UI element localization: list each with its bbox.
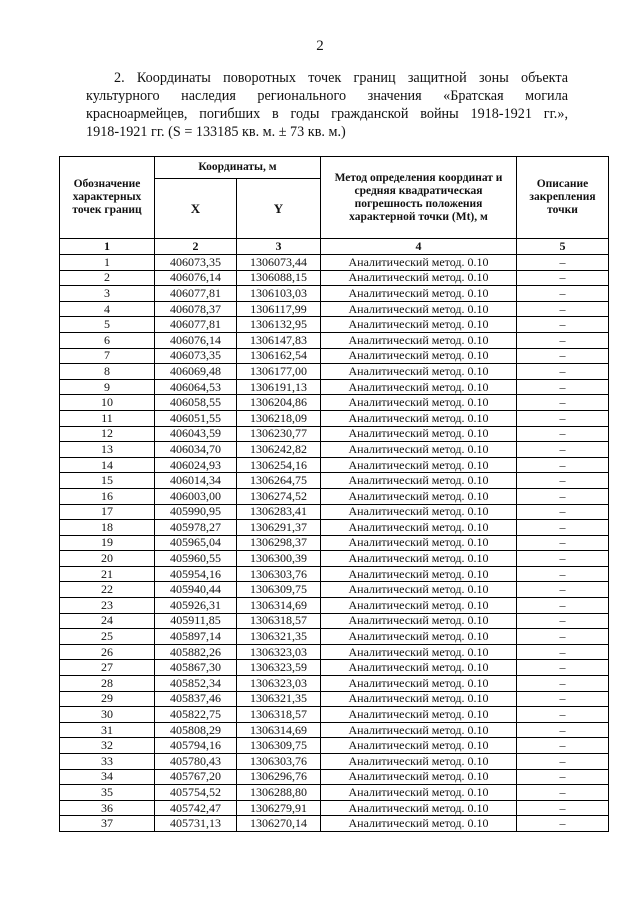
cell-y: 1306296,76 <box>237 769 321 785</box>
cell-method: Аналитический метод. 0.10 <box>321 332 517 348</box>
cell-x: 405965,04 <box>155 535 237 551</box>
cell-description: – <box>517 785 609 801</box>
cell-x: 405808,29 <box>155 722 237 738</box>
header-coordinates: Координаты, м <box>155 157 321 179</box>
cell-y: 1306283,41 <box>237 504 321 520</box>
cell-point-number: 13 <box>60 442 155 458</box>
table-row <box>60 410 609 426</box>
cell-method: Аналитический метод. 0.10 <box>321 613 517 629</box>
cell-y: 1306177,00 <box>237 364 321 380</box>
cell-method: Аналитический метод. 0.10 <box>321 255 517 271</box>
cell-y: 1306242,82 <box>237 442 321 458</box>
cell-point-number: 19 <box>60 535 155 551</box>
table-row <box>60 255 609 271</box>
cell-x: 405754,52 <box>155 785 237 801</box>
cell-description: – <box>517 504 609 520</box>
cell-y: 1306117,99 <box>237 301 321 317</box>
cell-description: – <box>517 816 609 832</box>
table-row <box>60 660 609 676</box>
cell-description: – <box>517 566 609 582</box>
cell-y: 1306073,44 <box>237 255 321 271</box>
cell-y: 1306314,69 <box>237 722 321 738</box>
cell-y: 1306088,15 <box>237 270 321 286</box>
cell-method: Аналитический метод. 0.10 <box>321 395 517 411</box>
cell-description: – <box>517 754 609 770</box>
cell-x: 406024,93 <box>155 457 237 473</box>
cell-x: 406076,14 <box>155 270 237 286</box>
cell-x: 405990,95 <box>155 504 237 520</box>
cell-point-number: 9 <box>60 379 155 395</box>
cell-point-number: 10 <box>60 395 155 411</box>
table-row <box>60 442 609 458</box>
cell-x: 405794,16 <box>155 738 237 754</box>
cell-y: 1306300,39 <box>237 551 321 567</box>
cell-x: 405767,20 <box>155 769 237 785</box>
cell-x: 405867,30 <box>155 660 237 676</box>
cell-description: – <box>517 520 609 536</box>
cell-point-number: 18 <box>60 520 155 536</box>
cell-method: Аналитический метод. 0.10 <box>321 520 517 536</box>
table-row <box>60 598 609 614</box>
cell-x: 406051,55 <box>155 410 237 426</box>
table-row <box>60 317 609 333</box>
cell-description: – <box>517 488 609 504</box>
cell-point-number: 12 <box>60 426 155 442</box>
cell-point-number: 2 <box>60 270 155 286</box>
cell-point-number: 4 <box>60 301 155 317</box>
cell-method: Аналитический метод. 0.10 <box>321 426 517 442</box>
cell-y: 1306298,37 <box>237 535 321 551</box>
cell-description: – <box>517 410 609 426</box>
table-row <box>60 676 609 692</box>
cell-method: Аналитический метод. 0.10 <box>321 317 517 333</box>
cell-x: 406003,00 <box>155 488 237 504</box>
cell-point-number: 3 <box>60 286 155 302</box>
cell-y: 1306309,75 <box>237 738 321 754</box>
table-row <box>60 473 609 489</box>
cell-y: 1306204,86 <box>237 395 321 411</box>
cell-point-number: 24 <box>60 613 155 629</box>
table-row <box>60 332 609 348</box>
cell-point-number: 1 <box>60 255 155 271</box>
table-row <box>60 488 609 504</box>
cell-point-number: 17 <box>60 504 155 520</box>
table-body <box>60 255 609 832</box>
cell-x: 406034,70 <box>155 442 237 458</box>
cell-method: Аналитический метод. 0.10 <box>321 364 517 380</box>
cell-method: Аналитический метод. 0.10 <box>321 722 517 738</box>
header-designation: Обозначение характерных точек границ <box>60 157 155 239</box>
table-row <box>60 364 609 380</box>
cell-x: 406064,53 <box>155 379 237 395</box>
header-x: X <box>155 179 237 239</box>
cell-x: 406073,35 <box>155 348 237 364</box>
cell-point-number: 8 <box>60 364 155 380</box>
cell-description: – <box>517 535 609 551</box>
cell-description: – <box>517 660 609 676</box>
cell-x: 405911,85 <box>155 613 237 629</box>
cell-method: Аналитический метод. 0.10 <box>321 286 517 302</box>
cell-x: 405822,75 <box>155 707 237 723</box>
cell-point-number: 36 <box>60 800 155 816</box>
cell-x: 406073,35 <box>155 255 237 271</box>
cell-method: Аналитический метод. 0.10 <box>321 644 517 660</box>
cell-method: Аналитический метод. 0.10 <box>321 691 517 707</box>
cell-method: Аналитический метод. 0.10 <box>321 348 517 364</box>
header-method: Метод определения координат и средняя квадратическая погрешность положения характерной точки (Mt), м <box>321 157 517 239</box>
cell-y: 1306323,03 <box>237 676 321 692</box>
table-row <box>60 379 609 395</box>
cell-method: Аналитический метод. 0.10 <box>321 488 517 504</box>
cell-method: Аналитический метод. 0.10 <box>321 676 517 692</box>
cell-x: 405882,26 <box>155 644 237 660</box>
cell-method: Аналитический метод. 0.10 <box>321 800 517 816</box>
cell-description: – <box>517 286 609 302</box>
cell-method: Аналитический метод. 0.10 <box>321 660 517 676</box>
column-number-3: 3 <box>237 239 321 255</box>
table-row <box>60 738 609 754</box>
table-row <box>60 707 609 723</box>
cell-y: 1306303,76 <box>237 566 321 582</box>
cell-point-number: 26 <box>60 644 155 660</box>
cell-description: – <box>517 301 609 317</box>
cell-x: 405780,43 <box>155 754 237 770</box>
header-y: Y <box>237 179 321 239</box>
table-row <box>60 691 609 707</box>
cell-description: – <box>517 722 609 738</box>
cell-y: 1306270,14 <box>237 816 321 832</box>
cell-x: 405852,34 <box>155 676 237 692</box>
cell-description: – <box>517 800 609 816</box>
cell-y: 1306218,09 <box>237 410 321 426</box>
table-row <box>60 426 609 442</box>
cell-description: – <box>517 613 609 629</box>
table-row <box>60 629 609 645</box>
header-description: Описание закрепления точки <box>517 157 609 239</box>
cell-x: 405926,31 <box>155 598 237 614</box>
cell-description: – <box>517 769 609 785</box>
cell-y: 1306279,91 <box>237 800 321 816</box>
cell-description: – <box>517 457 609 473</box>
cell-description: – <box>517 629 609 645</box>
cell-method: Аналитический метод. 0.10 <box>321 785 517 801</box>
cell-x: 405978,27 <box>155 520 237 536</box>
cell-method: Аналитический метод. 0.10 <box>321 301 517 317</box>
table-row <box>60 613 609 629</box>
column-number-2: 2 <box>155 239 237 255</box>
cell-description: – <box>517 426 609 442</box>
cell-description: – <box>517 691 609 707</box>
cell-point-number: 35 <box>60 785 155 801</box>
cell-x: 405954,16 <box>155 566 237 582</box>
cell-point-number: 20 <box>60 551 155 567</box>
cell-x: 406014,34 <box>155 473 237 489</box>
cell-point-number: 11 <box>60 410 155 426</box>
table-row <box>60 785 609 801</box>
table-row <box>60 457 609 473</box>
cell-point-number: 6 <box>60 332 155 348</box>
table-row <box>60 535 609 551</box>
cell-y: 1306321,35 <box>237 691 321 707</box>
cell-point-number: 15 <box>60 473 155 489</box>
cell-point-number: 31 <box>60 722 155 738</box>
cell-description: – <box>517 707 609 723</box>
table-row <box>60 769 609 785</box>
heading-line-1: 2. Координаты поворотных точек границ защитной зоны объекта <box>114 70 568 86</box>
cell-description: – <box>517 598 609 614</box>
cell-point-number: 37 <box>60 816 155 832</box>
table-row <box>60 722 609 738</box>
cell-method: Аналитический метод. 0.10 <box>321 551 517 567</box>
cell-x: 405960,55 <box>155 551 237 567</box>
cell-method: Аналитический метод. 0.10 <box>321 457 517 473</box>
cell-method: Аналитический метод. 0.10 <box>321 816 517 832</box>
cell-y: 1306303,76 <box>237 754 321 770</box>
table-row <box>60 800 609 816</box>
cell-description: – <box>517 738 609 754</box>
cell-method: Аналитический метод. 0.10 <box>321 598 517 614</box>
cell-method: Аналитический метод. 0.10 <box>321 379 517 395</box>
cell-method: Аналитический метод. 0.10 <box>321 754 517 770</box>
cell-description: – <box>517 379 609 395</box>
cell-y: 1306309,75 <box>237 582 321 598</box>
cell-point-number: 27 <box>60 660 155 676</box>
cell-point-number: 28 <box>60 676 155 692</box>
cell-x: 405837,46 <box>155 691 237 707</box>
page-number: 2 <box>316 38 324 54</box>
cell-y: 1306230,77 <box>237 426 321 442</box>
cell-point-number: 5 <box>60 317 155 333</box>
table-row <box>60 348 609 364</box>
cell-description: – <box>517 255 609 271</box>
heading-line-3: красноармейцев, погибших в годы гражданской войны 1918-1921 гг.», <box>86 106 568 122</box>
table-row <box>60 816 609 832</box>
cell-x: 406076,14 <box>155 332 237 348</box>
cell-y: 1306162,54 <box>237 348 321 364</box>
cell-description: – <box>517 364 609 380</box>
cell-method: Аналитический метод. 0.10 <box>321 707 517 723</box>
cell-point-number: 21 <box>60 566 155 582</box>
cell-description: – <box>517 348 609 364</box>
cell-y: 1306274,52 <box>237 488 321 504</box>
cell-method: Аналитический метод. 0.10 <box>321 442 517 458</box>
cell-point-number: 22 <box>60 582 155 598</box>
cell-description: – <box>517 551 609 567</box>
cell-description: – <box>517 473 609 489</box>
cell-method: Аналитический метод. 0.10 <box>321 582 517 598</box>
document-heading <box>86 69 568 141</box>
table-row <box>60 754 609 770</box>
cell-y: 1306323,03 <box>237 644 321 660</box>
cell-x: 405731,13 <box>155 816 237 832</box>
cell-description: – <box>517 270 609 286</box>
cell-description: – <box>517 317 609 333</box>
cell-description: – <box>517 676 609 692</box>
cell-x: 405940,44 <box>155 582 237 598</box>
cell-y: 1306323,59 <box>237 660 321 676</box>
cell-point-number: 23 <box>60 598 155 614</box>
table-row <box>60 644 609 660</box>
cell-x: 405742,47 <box>155 800 237 816</box>
cell-method: Аналитический метод. 0.10 <box>321 629 517 645</box>
cell-description: – <box>517 582 609 598</box>
cell-y: 1306132,95 <box>237 317 321 333</box>
cell-x: 406077,81 <box>155 286 237 302</box>
cell-x: 406069,48 <box>155 364 237 380</box>
cell-point-number: 16 <box>60 488 155 504</box>
cell-method: Аналитический метод. 0.10 <box>321 535 517 551</box>
cell-x: 405897,14 <box>155 629 237 645</box>
cell-y: 1306264,75 <box>237 473 321 489</box>
cell-x: 406078,37 <box>155 301 237 317</box>
cell-description: – <box>517 644 609 660</box>
cell-y: 1306318,57 <box>237 613 321 629</box>
cell-point-number: 32 <box>60 738 155 754</box>
column-number-1: 1 <box>60 239 155 255</box>
table-row <box>60 270 609 286</box>
cell-x: 406058,55 <box>155 395 237 411</box>
cell-description: – <box>517 442 609 458</box>
cell-x: 406077,81 <box>155 317 237 333</box>
coordinates-table <box>59 156 609 832</box>
cell-y: 1306314,69 <box>237 598 321 614</box>
cell-method: Аналитический метод. 0.10 <box>321 566 517 582</box>
cell-point-number: 30 <box>60 707 155 723</box>
cell-point-number: 14 <box>60 457 155 473</box>
cell-y: 1306321,35 <box>237 629 321 645</box>
column-number-4: 4 <box>321 239 517 255</box>
cell-y: 1306291,37 <box>237 520 321 536</box>
cell-method: Аналитический метод. 0.10 <box>321 473 517 489</box>
cell-y: 1306318,57 <box>237 707 321 723</box>
cell-method: Аналитический метод. 0.10 <box>321 504 517 520</box>
table-row <box>60 504 609 520</box>
cell-method: Аналитический метод. 0.10 <box>321 738 517 754</box>
table-row <box>60 301 609 317</box>
cell-method: Аналитический метод. 0.10 <box>321 270 517 286</box>
heading-line-2: культурного наследия регионального значения «Братская могила <box>86 88 568 104</box>
cell-y: 1306254,16 <box>237 457 321 473</box>
cell-method: Аналитический метод. 0.10 <box>321 769 517 785</box>
cell-y: 1306288,80 <box>237 785 321 801</box>
table-row <box>60 395 609 411</box>
cell-x: 406043,59 <box>155 426 237 442</box>
table-row <box>60 582 609 598</box>
table-row <box>60 551 609 567</box>
table-row <box>60 520 609 536</box>
heading-line-4: 1918-1921 гг. (S = 133185 кв. м. ± 73 кв. м.) <box>86 124 346 140</box>
cell-description: – <box>517 332 609 348</box>
cell-point-number: 29 <box>60 691 155 707</box>
cell-point-number: 34 <box>60 769 155 785</box>
cell-method: Аналитический метод. 0.10 <box>321 410 517 426</box>
cell-point-number: 7 <box>60 348 155 364</box>
cell-description: – <box>517 395 609 411</box>
cell-y: 1306103,03 <box>237 286 321 302</box>
cell-point-number: 33 <box>60 754 155 770</box>
cell-y: 1306191,13 <box>237 379 321 395</box>
cell-y: 1306147,83 <box>237 332 321 348</box>
table-row <box>60 286 609 302</box>
table-row <box>60 566 609 582</box>
column-number-5: 5 <box>517 239 609 255</box>
cell-point-number: 25 <box>60 629 155 645</box>
